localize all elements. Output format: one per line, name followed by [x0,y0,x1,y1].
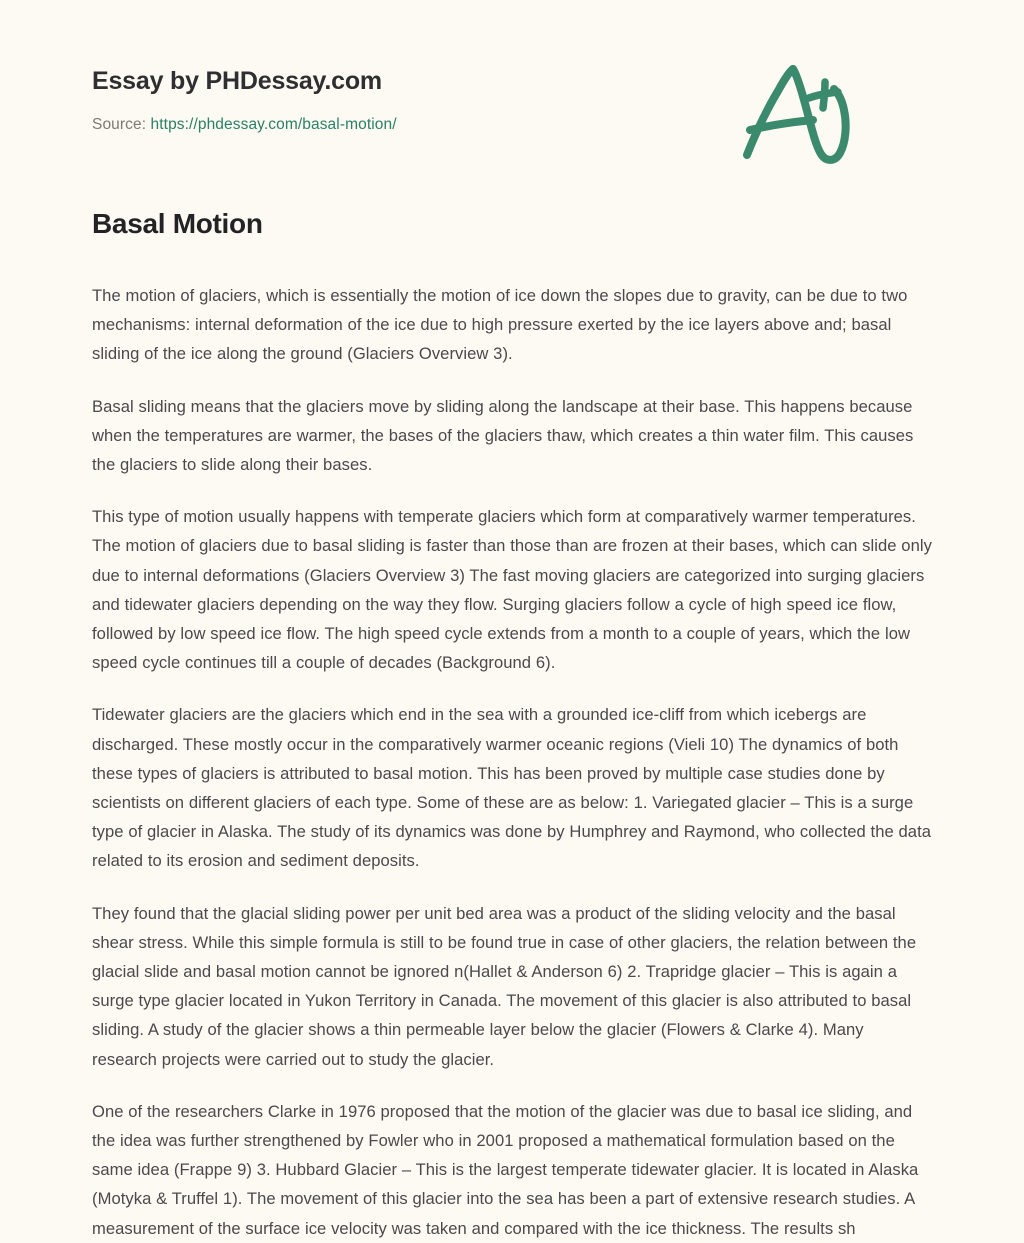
phdessay-a-plus-logo [734,58,854,168]
page-header [92,0,932,135]
body-paragraph: Tidewater glaciers are the glaciers which end in the sea with a grounded ice-cliff from which icebergs are discharged. These mostly occur in the comparatively warmer oceanic regions (Vieli 10) The dynamics of both these types of glaciers is attributed to basal motion. This has been proved by multiple case studies done by scientists on different glaciers of each type. Some of these are as below: 1. Variegated glacier – This is a surge type of glacier in Alaska. The study of its dynamics was done by Humphrey and Raymond, who collected the data related to its erosion and sediment deposits. [92,705,932,871]
source-url-link[interactable]: https://phdessay.com/basal-motion/ [150,116,397,134]
brand-title: Essay by PHDessay.com [92,67,382,95]
body-paragraph: The motion of glaciers, which is essentially the motion of ice down the slopes due to gravity, can be due to two mechanisms: internal deformation of the ice due to high pressure exerted by the ice layers above and; basal sliding of the ice along the ground (Glaciers Overview 3). [92,285,908,364]
body-paragraph: They found that the glacial sliding power per unit bed area was a product of the sliding velocity and the basal shear stress. While this simple formula is still to be found true in case of other glaciers, the relation between the glacial slide and basal motion cannot be ignored n(Hallet & Anderson 6) 2. Trapridge glacier – This is again a surge type glacier located in Yukon Territory in Canada. The movement of this glacier is also attributed to basal sliding. A study of the glacier shows a thin permeable layer below the glacier (Flowers & Clarke 4). Many research projects were carried out to study the glacier. [92,903,917,1069]
body-paragraph: This type of motion usually happens with temperate glaciers which form at comparatively warmer temperatures. The motion of glaciers due to basal sliding is faster than those than are frozen at their bases, which can slide only due to internal deformations (Glaciers Overview 3) The fast moving glaciers are categorized into surging glaciers and tidewater glaciers depending on the way they flow. Surging glaciers follow a cycle of high speed ice flow, followed by low speed ice flow. The high speed cycle extends from a month to a couple of years, which the low speed cycle continues till a couple of decades (Background 6). [92,507,932,673]
body-paragraph: Basal sliding means that the glaciers move by sliding along the landscape at their base. This happens because when the temperatures are warmer, the bases of the glaciers thaw, which creates a thin water film. This causes the glaciers to slide along their bases. [92,396,914,474]
body-paragraph: One of the researchers Clarke in 1976 proposed that the motion of the glacier was due to basal ice sliding, and the idea was further strengthened by Fowler who in 2001 proposed a mathematical formulation based on the same idea (Frappe 9) 3. Hubbard Glacier – This is the largest temperate tidewater glacier. It is located in Alaska (Motyka & Truffel 1). The movement of this glacier into the sea has been a part of extensive research studies. A measurement of the surface ice velocity was taken and compared with the ice thickness. The results sh [92,1101,919,1238]
essay-body [92,241,932,1243]
source-label: Source: [92,116,147,134]
page-title: Basal Motion [92,208,263,240]
